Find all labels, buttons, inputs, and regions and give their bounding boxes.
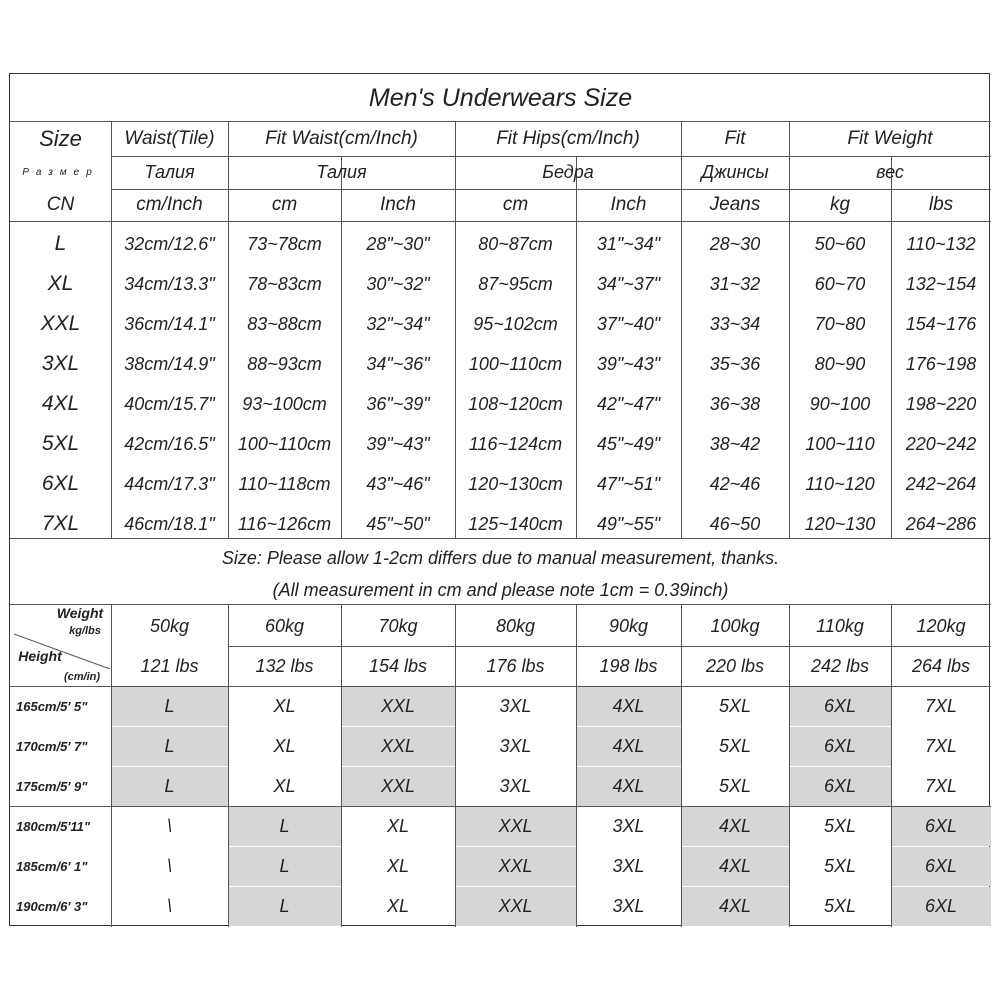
table-cell: 110~120 bbox=[805, 473, 875, 494]
weight-kg-header: 50kg bbox=[149, 615, 190, 636]
table-cell: 45"~49" bbox=[596, 433, 661, 454]
table-cell: 120~130 bbox=[804, 513, 876, 534]
header-cell: Fit Hips(cm/Inch) bbox=[496, 127, 640, 149]
recommended-size: XL bbox=[386, 815, 410, 836]
size-label: 3XL bbox=[41, 352, 80, 375]
header-cell: Size bbox=[39, 125, 82, 151]
recommended-size: XL bbox=[273, 735, 296, 756]
table-cell: 42cm/16.5" bbox=[124, 433, 215, 454]
table-cell: 30"~32" bbox=[366, 273, 430, 294]
table-cell: 80~87cm bbox=[478, 233, 553, 254]
recommended-size: 5XL bbox=[823, 855, 857, 876]
header-cell: Талия bbox=[144, 162, 195, 182]
recommended-size: XXL bbox=[380, 775, 416, 796]
size-chart-sheet bbox=[9, 73, 990, 926]
header-cell: Jeans bbox=[709, 194, 761, 215]
height-label: 180cm/5'11" bbox=[16, 818, 91, 834]
table-cell: 36cm/14.1" bbox=[124, 313, 215, 334]
table-cell: 100~110 bbox=[805, 433, 875, 454]
size-label: L bbox=[54, 232, 67, 255]
recommended-size: 4XL bbox=[612, 695, 645, 716]
height-label: 185cm/6' 1" bbox=[16, 858, 88, 874]
table-cell: 36"~39" bbox=[366, 393, 430, 414]
weight-kg-header: 110kg bbox=[816, 615, 864, 636]
table-cell: 100~110cm bbox=[237, 433, 332, 454]
table-cell: 83~88cm bbox=[247, 313, 322, 334]
table-cell: 32cm/12.6" bbox=[124, 233, 215, 254]
table-cell: 132~154 bbox=[905, 273, 977, 294]
weight-lbs-header: 121 lbs bbox=[140, 655, 199, 676]
recommended-size: 3XL bbox=[499, 695, 532, 716]
table-cell: 50~60 bbox=[814, 233, 866, 254]
table-cell: 60~70 bbox=[814, 273, 866, 294]
recommended-size: 3XL bbox=[612, 815, 645, 836]
table-cell: 110~132 bbox=[906, 233, 976, 254]
header-cell: Fit bbox=[724, 127, 746, 149]
table-cell: 80~90 bbox=[814, 353, 866, 374]
table-cell: 87~95cm bbox=[478, 273, 553, 294]
page-title: Men's Underwears Size bbox=[368, 84, 633, 112]
header-cell: Бедра bbox=[542, 162, 594, 182]
header-cell: cm/Inch bbox=[136, 194, 203, 215]
size-label: 7XL bbox=[41, 512, 80, 535]
recommended-size: L bbox=[164, 695, 175, 716]
table-cell: 220~242 bbox=[905, 433, 977, 454]
recommended-size: 4XL bbox=[718, 815, 752, 836]
header-cell: kg bbox=[829, 194, 851, 215]
table-cell: 32"~34" bbox=[366, 313, 430, 334]
recommended-size: 6XL bbox=[924, 815, 958, 836]
recommended-size: XL bbox=[386, 895, 410, 916]
corner-height-label: Height bbox=[18, 648, 62, 664]
recommended-size: L bbox=[279, 815, 290, 836]
table-cell: 45"~50" bbox=[366, 513, 430, 534]
recommended-size: 5XL bbox=[823, 895, 857, 916]
table-cell: 47"~51" bbox=[596, 473, 661, 494]
recommended-size: 4XL bbox=[612, 735, 645, 756]
recommended-size: 7XL bbox=[924, 735, 958, 756]
recommended-size: XL bbox=[386, 855, 410, 876]
table-cell: 120~130cm bbox=[468, 473, 563, 494]
table-cell: 39"~43" bbox=[366, 433, 430, 454]
header-cell: lbs bbox=[928, 194, 954, 215]
recommended-size: 6XL bbox=[823, 695, 857, 716]
recommended-size: 6XL bbox=[924, 895, 958, 916]
corner-weight-label: Weight bbox=[56, 605, 104, 621]
recommended-size: 6XL bbox=[823, 775, 857, 796]
table-cell: 28~30 bbox=[709, 233, 761, 254]
recommended-size: XXL bbox=[380, 695, 416, 716]
height-label: 170cm/5' 7" bbox=[16, 738, 88, 754]
recommended-size: 5XL bbox=[718, 695, 752, 716]
weight-lbs-header: 264 lbs bbox=[911, 655, 971, 676]
table-cell: 39"~43" bbox=[596, 353, 661, 374]
header-cell: cm bbox=[502, 194, 529, 215]
recommended-size: XXL bbox=[498, 815, 533, 836]
table-cell: 70~80 bbox=[814, 313, 866, 334]
table-cell: 125~140cm bbox=[468, 513, 563, 534]
recommended-size: 6XL bbox=[823, 735, 857, 756]
height-label: 165cm/5' 5" bbox=[16, 698, 88, 714]
recommended-size: L bbox=[279, 895, 290, 916]
weight-kg-header: 100kg bbox=[710, 615, 760, 636]
table-cell: 38~42 bbox=[709, 433, 761, 454]
recommended-size: \ bbox=[166, 815, 172, 836]
table-cell: 44cm/17.3" bbox=[124, 473, 215, 494]
table-cell: 31"~34" bbox=[596, 233, 661, 254]
table-cell: 34"~36" bbox=[366, 353, 430, 374]
recommended-size: 5XL bbox=[718, 775, 752, 796]
table-cell: 198~220 bbox=[905, 393, 977, 414]
recommended-size: XL bbox=[273, 695, 296, 716]
size-label: 4XL bbox=[41, 392, 80, 415]
weight-kg-header: 70kg bbox=[378, 615, 418, 636]
table-cell: 42"~47" bbox=[596, 393, 661, 414]
table-cell: 88~93cm bbox=[247, 353, 322, 374]
table-cell: 176~198 bbox=[905, 353, 977, 374]
recommended-size: \ bbox=[166, 855, 172, 876]
recommended-size: 6XL bbox=[924, 855, 958, 876]
recommended-size: 5XL bbox=[823, 815, 857, 836]
weight-lbs-header: 220 lbs bbox=[705, 655, 765, 676]
corner-weight-unit: kg/lbs bbox=[69, 625, 101, 637]
corner-height-unit: (cm/in) bbox=[63, 671, 101, 683]
size-label: 6XL bbox=[41, 472, 80, 495]
header-cell: Inch bbox=[610, 194, 647, 215]
weight-kg-header: 120kg bbox=[916, 615, 966, 636]
table-cell: 43"~46" bbox=[366, 473, 430, 494]
recommended-size: 4XL bbox=[718, 895, 752, 916]
weight-lbs-header: 154 lbs bbox=[368, 655, 428, 676]
header-cell: cm bbox=[271, 194, 298, 215]
recommended-size: \ bbox=[166, 895, 172, 916]
table-cell: 90~100 bbox=[809, 393, 871, 414]
recommended-size: XL bbox=[273, 775, 296, 796]
note-text: Size: Please allow 1-2cm differs due to manual measurement, thanks. bbox=[221, 547, 780, 568]
recommended-size: 4XL bbox=[612, 775, 645, 796]
table-cell: 95~102cm bbox=[473, 313, 558, 334]
header-cell: Waist(Tile) bbox=[124, 127, 215, 149]
header-cell: Джинсы bbox=[701, 162, 769, 182]
table-cell: 33~34 bbox=[709, 313, 761, 334]
recommended-size: XXL bbox=[498, 855, 533, 876]
weight-lbs-header: 242 lbs bbox=[810, 655, 870, 676]
table-cell: 46~50 bbox=[709, 513, 761, 534]
table-cell: 110~118cm bbox=[238, 473, 331, 494]
table-cell: 100~110cm bbox=[468, 353, 563, 374]
recommended-size: L bbox=[164, 735, 175, 756]
header-cell: Fit Weight bbox=[847, 127, 933, 149]
table-cell: 38cm/14.9" bbox=[124, 353, 215, 374]
table-cell: 154~176 bbox=[905, 313, 977, 334]
weight-lbs-header: 176 lbs bbox=[486, 655, 545, 676]
recommended-size: 7XL bbox=[924, 695, 958, 716]
header-cell: вес bbox=[876, 162, 904, 182]
table-cell: 78~83cm bbox=[247, 273, 322, 294]
recommended-size: 3XL bbox=[612, 895, 645, 916]
table-cell: 49"~55" bbox=[596, 513, 661, 534]
weight-lbs-header: 198 lbs bbox=[599, 655, 658, 676]
recommended-size: 4XL bbox=[718, 855, 752, 876]
note-text: (All measurement in cm and please note 1cm = 0.39inch) bbox=[272, 579, 729, 600]
table-cell: 28"~30" bbox=[366, 233, 430, 254]
table-cell: 108~120cm bbox=[468, 393, 563, 414]
table-cell: 36~38 bbox=[709, 393, 761, 414]
header-cell: Размер bbox=[22, 167, 99, 178]
grid-line bbox=[10, 221, 991, 222]
table-cell: 42~46 bbox=[709, 473, 761, 494]
recommended-size: L bbox=[164, 775, 175, 796]
recommended-size: 7XL bbox=[924, 775, 958, 796]
recommended-size: L bbox=[279, 855, 290, 876]
recommended-size: 5XL bbox=[718, 735, 752, 756]
size-label: 5XL bbox=[41, 432, 80, 455]
recommended-size: 3XL bbox=[612, 855, 645, 876]
table-cell: 264~286 bbox=[905, 513, 977, 534]
size-label: XL bbox=[47, 272, 74, 295]
table-cell: 116~126cm bbox=[237, 513, 332, 534]
table-cell: 34cm/13.3" bbox=[124, 273, 215, 294]
table-cell: 242~264 bbox=[905, 473, 977, 494]
height-label: 190cm/6' 3" bbox=[16, 898, 88, 914]
table-cell: 46cm/18.1" bbox=[124, 513, 215, 534]
header-cell: Fit Waist(cm/Inch) bbox=[265, 127, 418, 149]
recommended-size: 3XL bbox=[499, 775, 532, 796]
weight-kg-header: 80kg bbox=[495, 615, 536, 636]
header-cell: Inch bbox=[380, 194, 416, 215]
table-cell: 116~124cm bbox=[468, 433, 563, 454]
weight-kg-header: 60kg bbox=[264, 615, 305, 636]
height-label: 175cm/5' 9" bbox=[16, 778, 88, 794]
recommended-size: XXL bbox=[380, 735, 416, 756]
weight-kg-header: 90kg bbox=[608, 615, 649, 636]
table-cell: 34"~37" bbox=[596, 273, 661, 294]
header-cell: Талия bbox=[316, 162, 367, 182]
weight-lbs-header: 132 lbs bbox=[255, 655, 314, 676]
table-cell: 40cm/15.7" bbox=[124, 393, 215, 414]
table-cell: 93~100cm bbox=[242, 393, 327, 414]
recommended-size: XXL bbox=[498, 895, 533, 916]
table-cell: 73~78cm bbox=[247, 233, 322, 254]
recommended-size: 3XL bbox=[499, 735, 532, 756]
table-cell: 37"~40" bbox=[596, 313, 661, 334]
size-label: XXL bbox=[40, 312, 81, 335]
table-cell: 31~32 bbox=[709, 273, 761, 294]
header-cell: CN bbox=[46, 194, 75, 215]
table-cell: 35~36 bbox=[709, 353, 761, 374]
